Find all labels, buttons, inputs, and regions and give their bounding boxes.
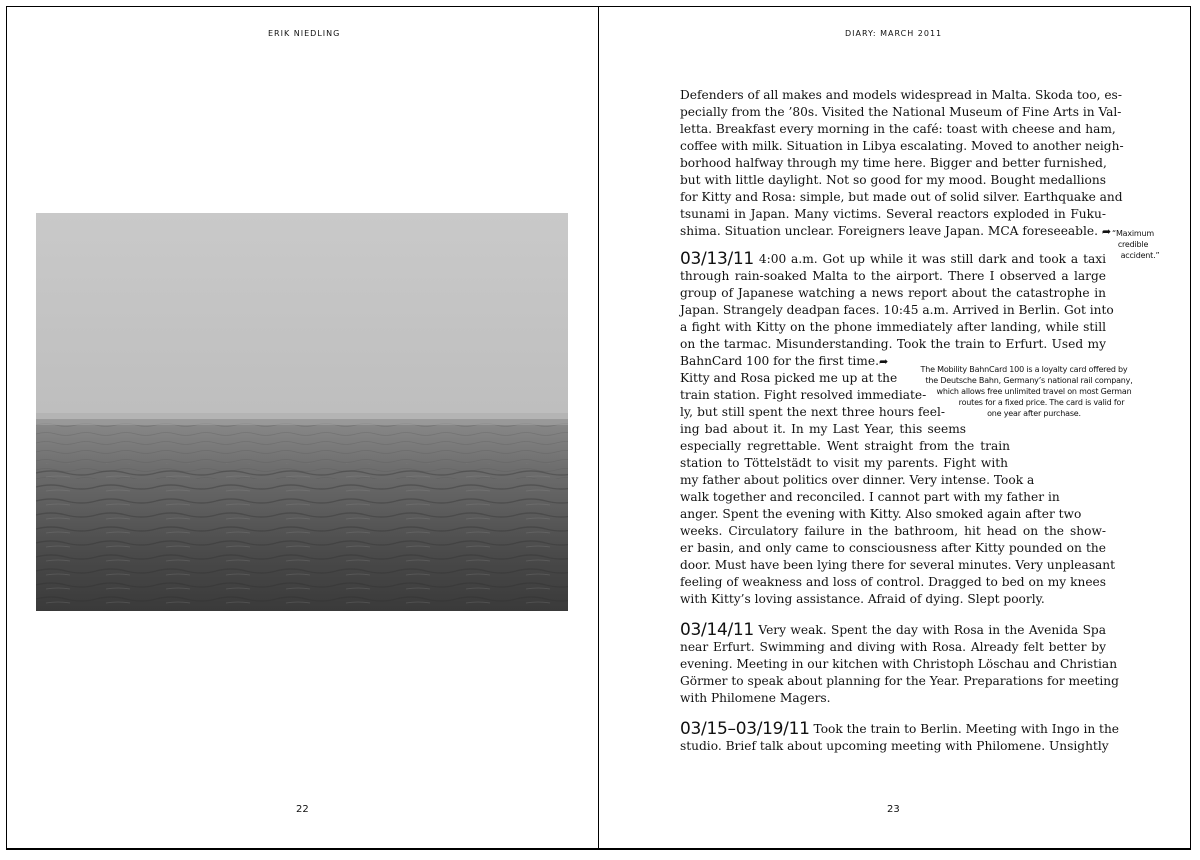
text-line: Defenders of all makes and models widespread in Malta. Skoda too, es-	[680, 88, 1122, 102]
text-line: on the tarmac. Misunderstanding. Took the train to Erfurt. Used my	[680, 337, 1106, 351]
text-line: tsunami in Japan. Many victims. Several reactors exploded in Fuku-	[680, 207, 1106, 221]
note-arrow-icon: ➦	[1101, 225, 1112, 238]
text-line: 03/15–03/19/11 Took the train to Berlin. Meeting with Ingo in the	[680, 719, 1120, 739]
margin-note-mca	[1098, 228, 1168, 261]
text-line: but with little daylight. Not so good for my mood. Bought medallions	[680, 173, 1106, 187]
text-line: Japan. Strangely deadpan faces. 10:45 a.m. Arrived in Berlin. Got into	[680, 303, 1114, 317]
text-line: letta. Breakfast every morning in the café: toast with cheese and ham,	[680, 122, 1116, 136]
intro-paragraph	[680, 87, 1124, 240]
text-line: especially regrettable. Went straight from the train	[680, 439, 1010, 453]
foggy-sea-photo	[36, 213, 568, 611]
note-line: accident.”	[1120, 251, 1160, 260]
note-line: routes for a fixed price. The card is valid for	[958, 398, 1125, 407]
text-line: ly, but still spent the next three hours feel-	[680, 405, 945, 419]
text-line: anger. Spent the evening with Kitty. Also smoked again after two	[680, 507, 1082, 521]
note-arrow-icon: ➦	[878, 355, 889, 368]
text-line: near Erfurt. Swimming and diving with Rosa. Already felt better by	[680, 640, 1106, 654]
entry-date: 03/15–03/19/11	[680, 719, 810, 739]
margin-note-bahncard	[898, 364, 1150, 419]
text-line: group of Japanese watching a news report about the catastrophe in	[680, 286, 1106, 300]
text-line: door. Must have been lying there for several minutes. Very unpleasant	[680, 558, 1116, 572]
note-line: one year after purchase.	[987, 409, 1081, 418]
diary-entry-0313	[680, 249, 1116, 608]
text-line: station to Töttelstädt to visit my parents. Fight with	[680, 456, 1008, 470]
right-running-head: DIARY: MARCH 2011	[845, 29, 943, 38]
text-line: borhood halfway through my time here. Bigger and better furnished,	[680, 156, 1107, 170]
text-line: with Philomene Magers.	[680, 691, 831, 705]
text-line: pecially from the ’80s. Visited the National Museum of Fine Arts in Val-	[680, 105, 1122, 119]
text-line: a fight with Kitty on the phone immediately after landing, while still	[680, 320, 1106, 334]
text-line: walk together and reconciled. I cannot part with my father in	[680, 490, 1060, 504]
text-line: coffee with milk. Situation in Libya escalating. Moved to another neigh-	[680, 139, 1124, 153]
text-line: with Kitty’s loving assistance. Afraid of dying. Slept poorly.	[680, 592, 1045, 606]
text-line: my father about politics over dinner. Very intense. Took a	[680, 473, 1035, 487]
diary-entry-0314	[680, 620, 1119, 707]
text-line: for Kitty and Rosa: simple, but made out of solid silver. Earthquake and	[680, 190, 1123, 204]
note-line: which allows free unlimited travel on most German	[936, 387, 1132, 396]
text-line: Kitty and Rosa picked me up at the	[680, 371, 898, 385]
left-page-number: 22	[296, 804, 309, 815]
text-line: through rain-soaked Malta to the airport. There I observed a large	[680, 269, 1106, 283]
note-line: “Maximum	[1112, 229, 1154, 238]
text-line: evening. Meeting in our kitchen with Christoph Löschau and Christian	[680, 657, 1118, 671]
text-line: weeks. Circulatory failure in the bathroom, hit head on the show-	[680, 524, 1106, 538]
right-page-number: 23	[887, 804, 900, 815]
text-line: BahnCard 100 for the first time.➦	[680, 354, 889, 368]
diary-entry-0315-0319	[680, 719, 1120, 755]
note-line: credible	[1117, 240, 1149, 249]
note-line: the Deutsche Bahn, Germany’s national rail company,	[925, 376, 1133, 385]
note-line: The Mobility BahnCard 100 is a loyalty card offered by	[920, 365, 1128, 374]
text-line: er basin, and only came to consciousness after Kitty pounded on the	[680, 541, 1106, 555]
entry-date: 03/14/11	[680, 620, 754, 640]
text-line: feeling of weakness and loss of control. Dragged to bed on my knees	[680, 575, 1106, 589]
text-line: Görmer to speak about planning for the Year. Preparations for meeting	[680, 674, 1119, 688]
entry-date: 03/13/11	[680, 249, 754, 269]
diary-text	[680, 87, 1124, 755]
text-line: shima. Situation unclear. Foreigners leave Japan. MCA foreseeable. ➦	[680, 224, 1112, 238]
text-line: 03/14/11 Very weak. Spent the day with Rosa in the Avenida Spa	[680, 620, 1106, 640]
text-line: train station. Fight resolved immediate-	[680, 388, 927, 402]
text-line: 03/13/11 4:00 a.m. Got up while it was still dark and took a taxi	[680, 249, 1106, 269]
text-line: studio. Brief talk about upcoming meeting with Philomene. Unsightly	[680, 739, 1109, 753]
left-running-head: ERIK NIEDLING	[268, 29, 341, 38]
text-line: ing bad about it. In my Last Year, this seems	[680, 422, 966, 436]
gutter-divider	[598, 6, 599, 850]
